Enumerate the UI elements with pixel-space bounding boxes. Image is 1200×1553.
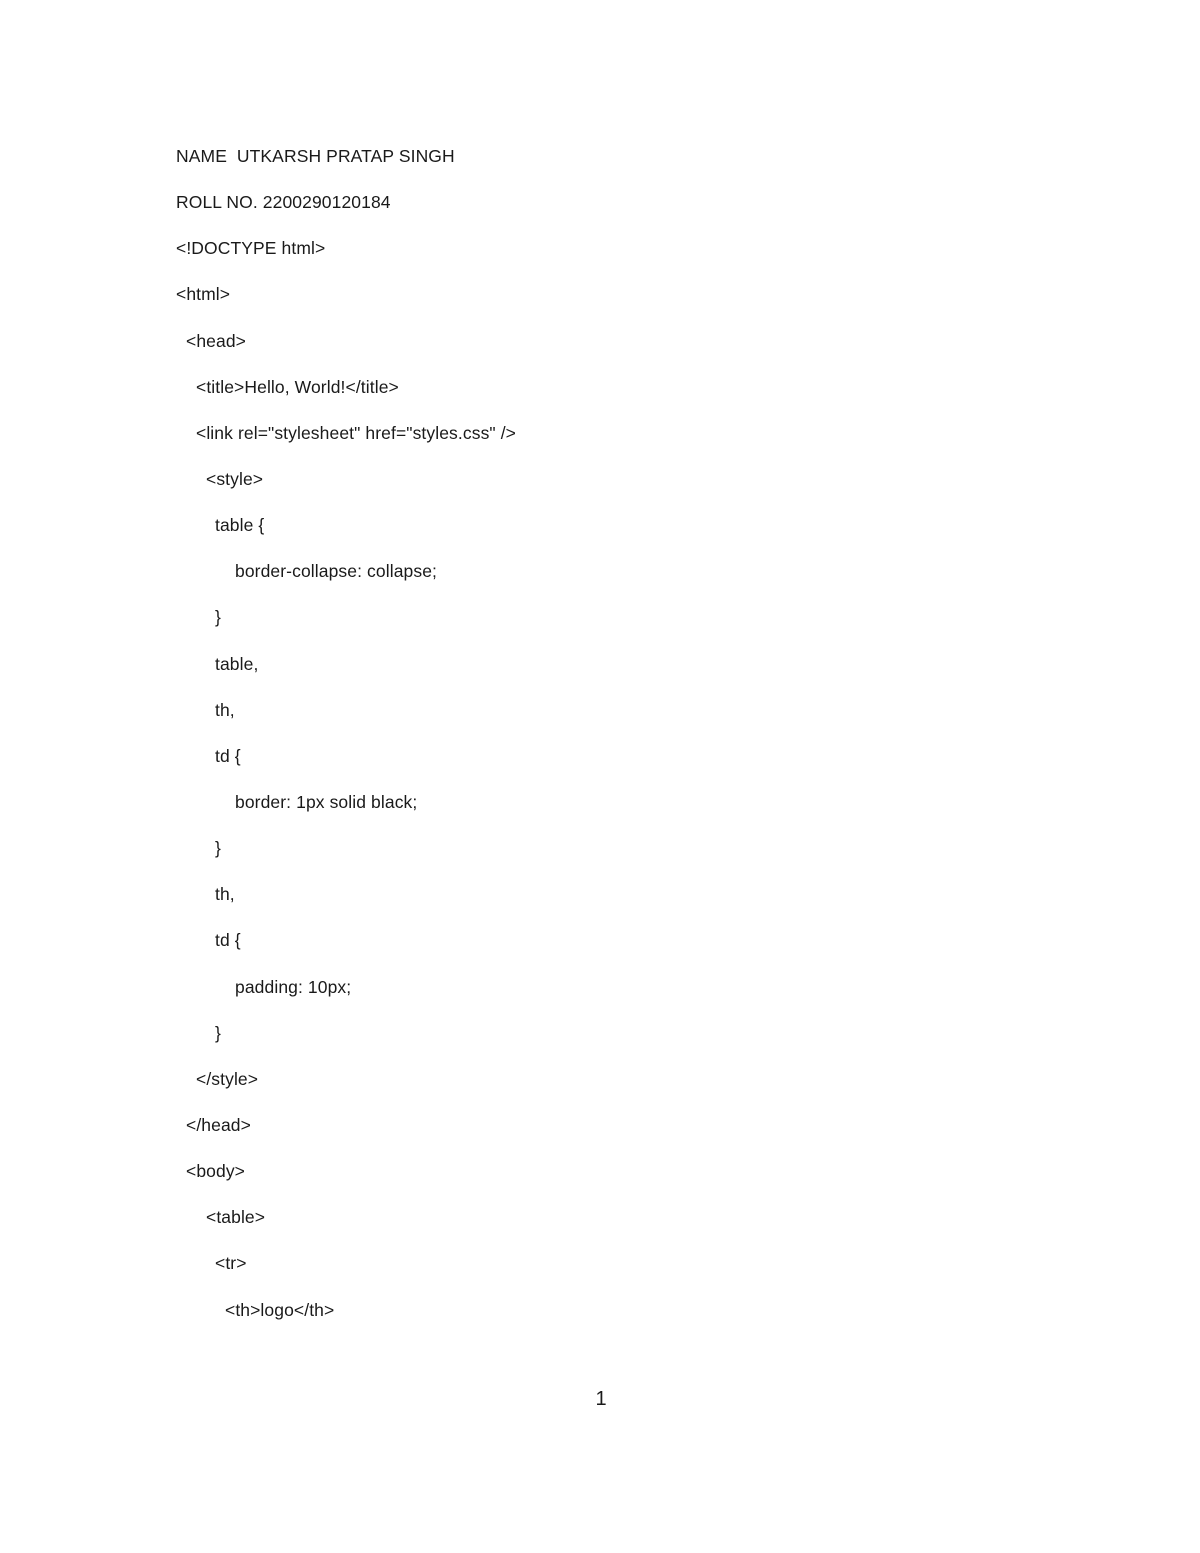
code-line: <tr>	[215, 1253, 247, 1274]
code-line: <style>	[206, 468, 264, 489]
code-line: }	[215, 607, 221, 628]
code-line: <link rel="stylesheet" href="styles.css" />	[196, 422, 516, 443]
code-line: td {	[215, 745, 241, 766]
code-line: <head>	[186, 330, 246, 351]
code-line: <html>	[176, 284, 231, 305]
code-line: <!DOCTYPE html>	[176, 238, 326, 259]
code-line: <th>logo</th>	[225, 1299, 335, 1320]
code-line: table,	[215, 653, 259, 674]
page-number: 1	[595, 1388, 607, 1410]
code-line: }	[215, 838, 221, 859]
code-line: border-collapse: collapse;	[235, 561, 438, 582]
student-name-line: NAME UTKARSH PRATAP SINGH	[176, 146, 455, 166]
code-line: th,	[215, 699, 235, 720]
code-line: </style>	[196, 1068, 259, 1089]
code-line: }	[215, 1022, 221, 1043]
code-line: <body>	[186, 1161, 245, 1182]
code-listing	[176, 143, 1076, 1343]
code-line: </head>	[186, 1114, 251, 1135]
code-line: border: 1px solid black;	[235, 791, 418, 812]
code-line: td {	[215, 930, 241, 951]
code-line: <table>	[206, 1207, 266, 1228]
code-line: th,	[215, 884, 235, 905]
code-line: table {	[215, 515, 265, 536]
code-line: padding: 10px;	[235, 976, 352, 997]
roll-number-line: ROLL NO. 2200290120184	[176, 192, 391, 213]
code-line: <title>Hello, World!</title>	[196, 376, 399, 397]
